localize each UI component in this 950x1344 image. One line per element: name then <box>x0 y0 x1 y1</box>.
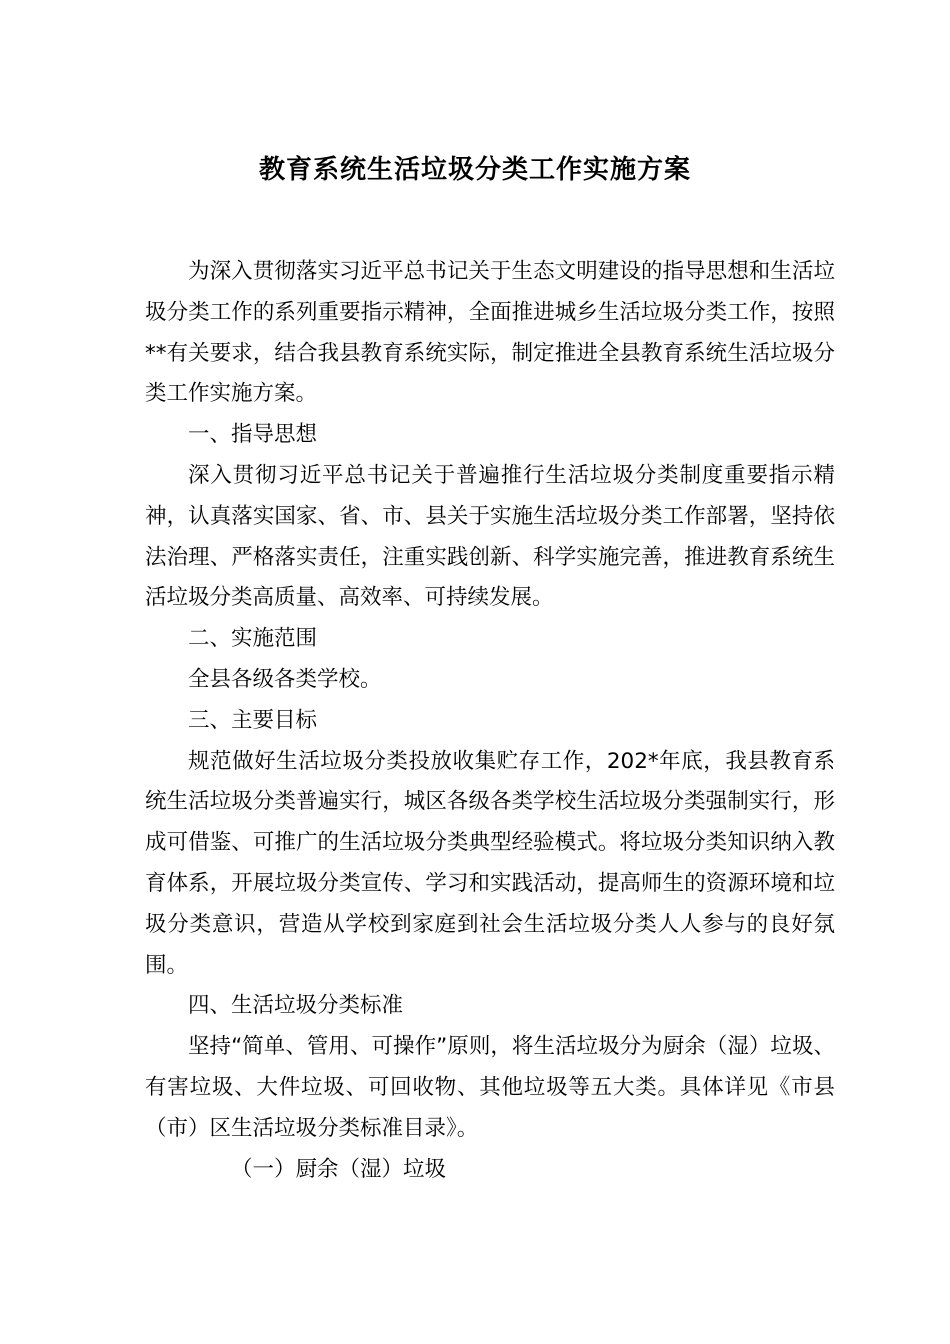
document-title: 教育系统生活垃圾分类工作实施方案 <box>258 155 691 186</box>
classification-standard-paragraph: 坚持“简单、管用、可操作”原则，将生活垃圾分为厨余（湿）垃圾、有害垃圾、大件垃圾、可回收物、其他垃圾等五大类。具体详见《市县（市）区生活垃圾分类标准目录》。 <box>145 1034 835 1141</box>
scope-paragraph: 全县各级各类学校。 <box>188 666 382 692</box>
guiding-ideology-paragraph: 深入贯彻习近平总书记关于普遍推行生活垃圾分类制度重要指示精神，认真落实国家、省、市、县关于实施生活垃圾分类工作部署，坚持依法治理、严格落实责任，注重实践创新、科学实施完善，推进教育系统生活垃圾分类高质量、高效率、可持续发展。 <box>145 462 835 611</box>
section-heading-guiding-ideology: 一、指导思想 <box>188 422 318 448</box>
main-goals-paragraph: 规范做好生活垃圾分类投放收集贮存工作，202*年底，我县教育系统生活垃圾分类普遍实行，城区各级各类学校生活垃圾分类强制实行，形成可借鉴、可推广的生活垃圾分类典型经验模式。将垃圾分类知识纳入教育体系，开展垃圾分类宣传、学习和实践活动，提高师生的资源环境和垃圾分类意识，营造从学校到家庭到社会生活垃圾分类人人参与的良好氛围。 <box>145 748 835 978</box>
intro-paragraph: 为深入贯彻落实习近平总书记关于生态文明建设的指导思想和生活垃圾分类工作的系列重要指示精神，全面推进城乡生活垃圾分类工作，按照**有关要求，结合我县教育系统实际，制定推进全县教育系统生活垃圾分类工作实施方案。 <box>145 259 835 407</box>
subsection-heading-kitchen-waste: （一）厨余（湿）垃圾 <box>231 1156 447 1182</box>
section-heading-scope: 二、实施范围 <box>188 626 318 652</box>
section-heading-main-goals: 三、主要目标 <box>188 707 318 733</box>
document-body <box>145 252 835 1190</box>
section-heading-classification-standard: 四、生活垃圾分类标准 <box>188 993 404 1019</box>
